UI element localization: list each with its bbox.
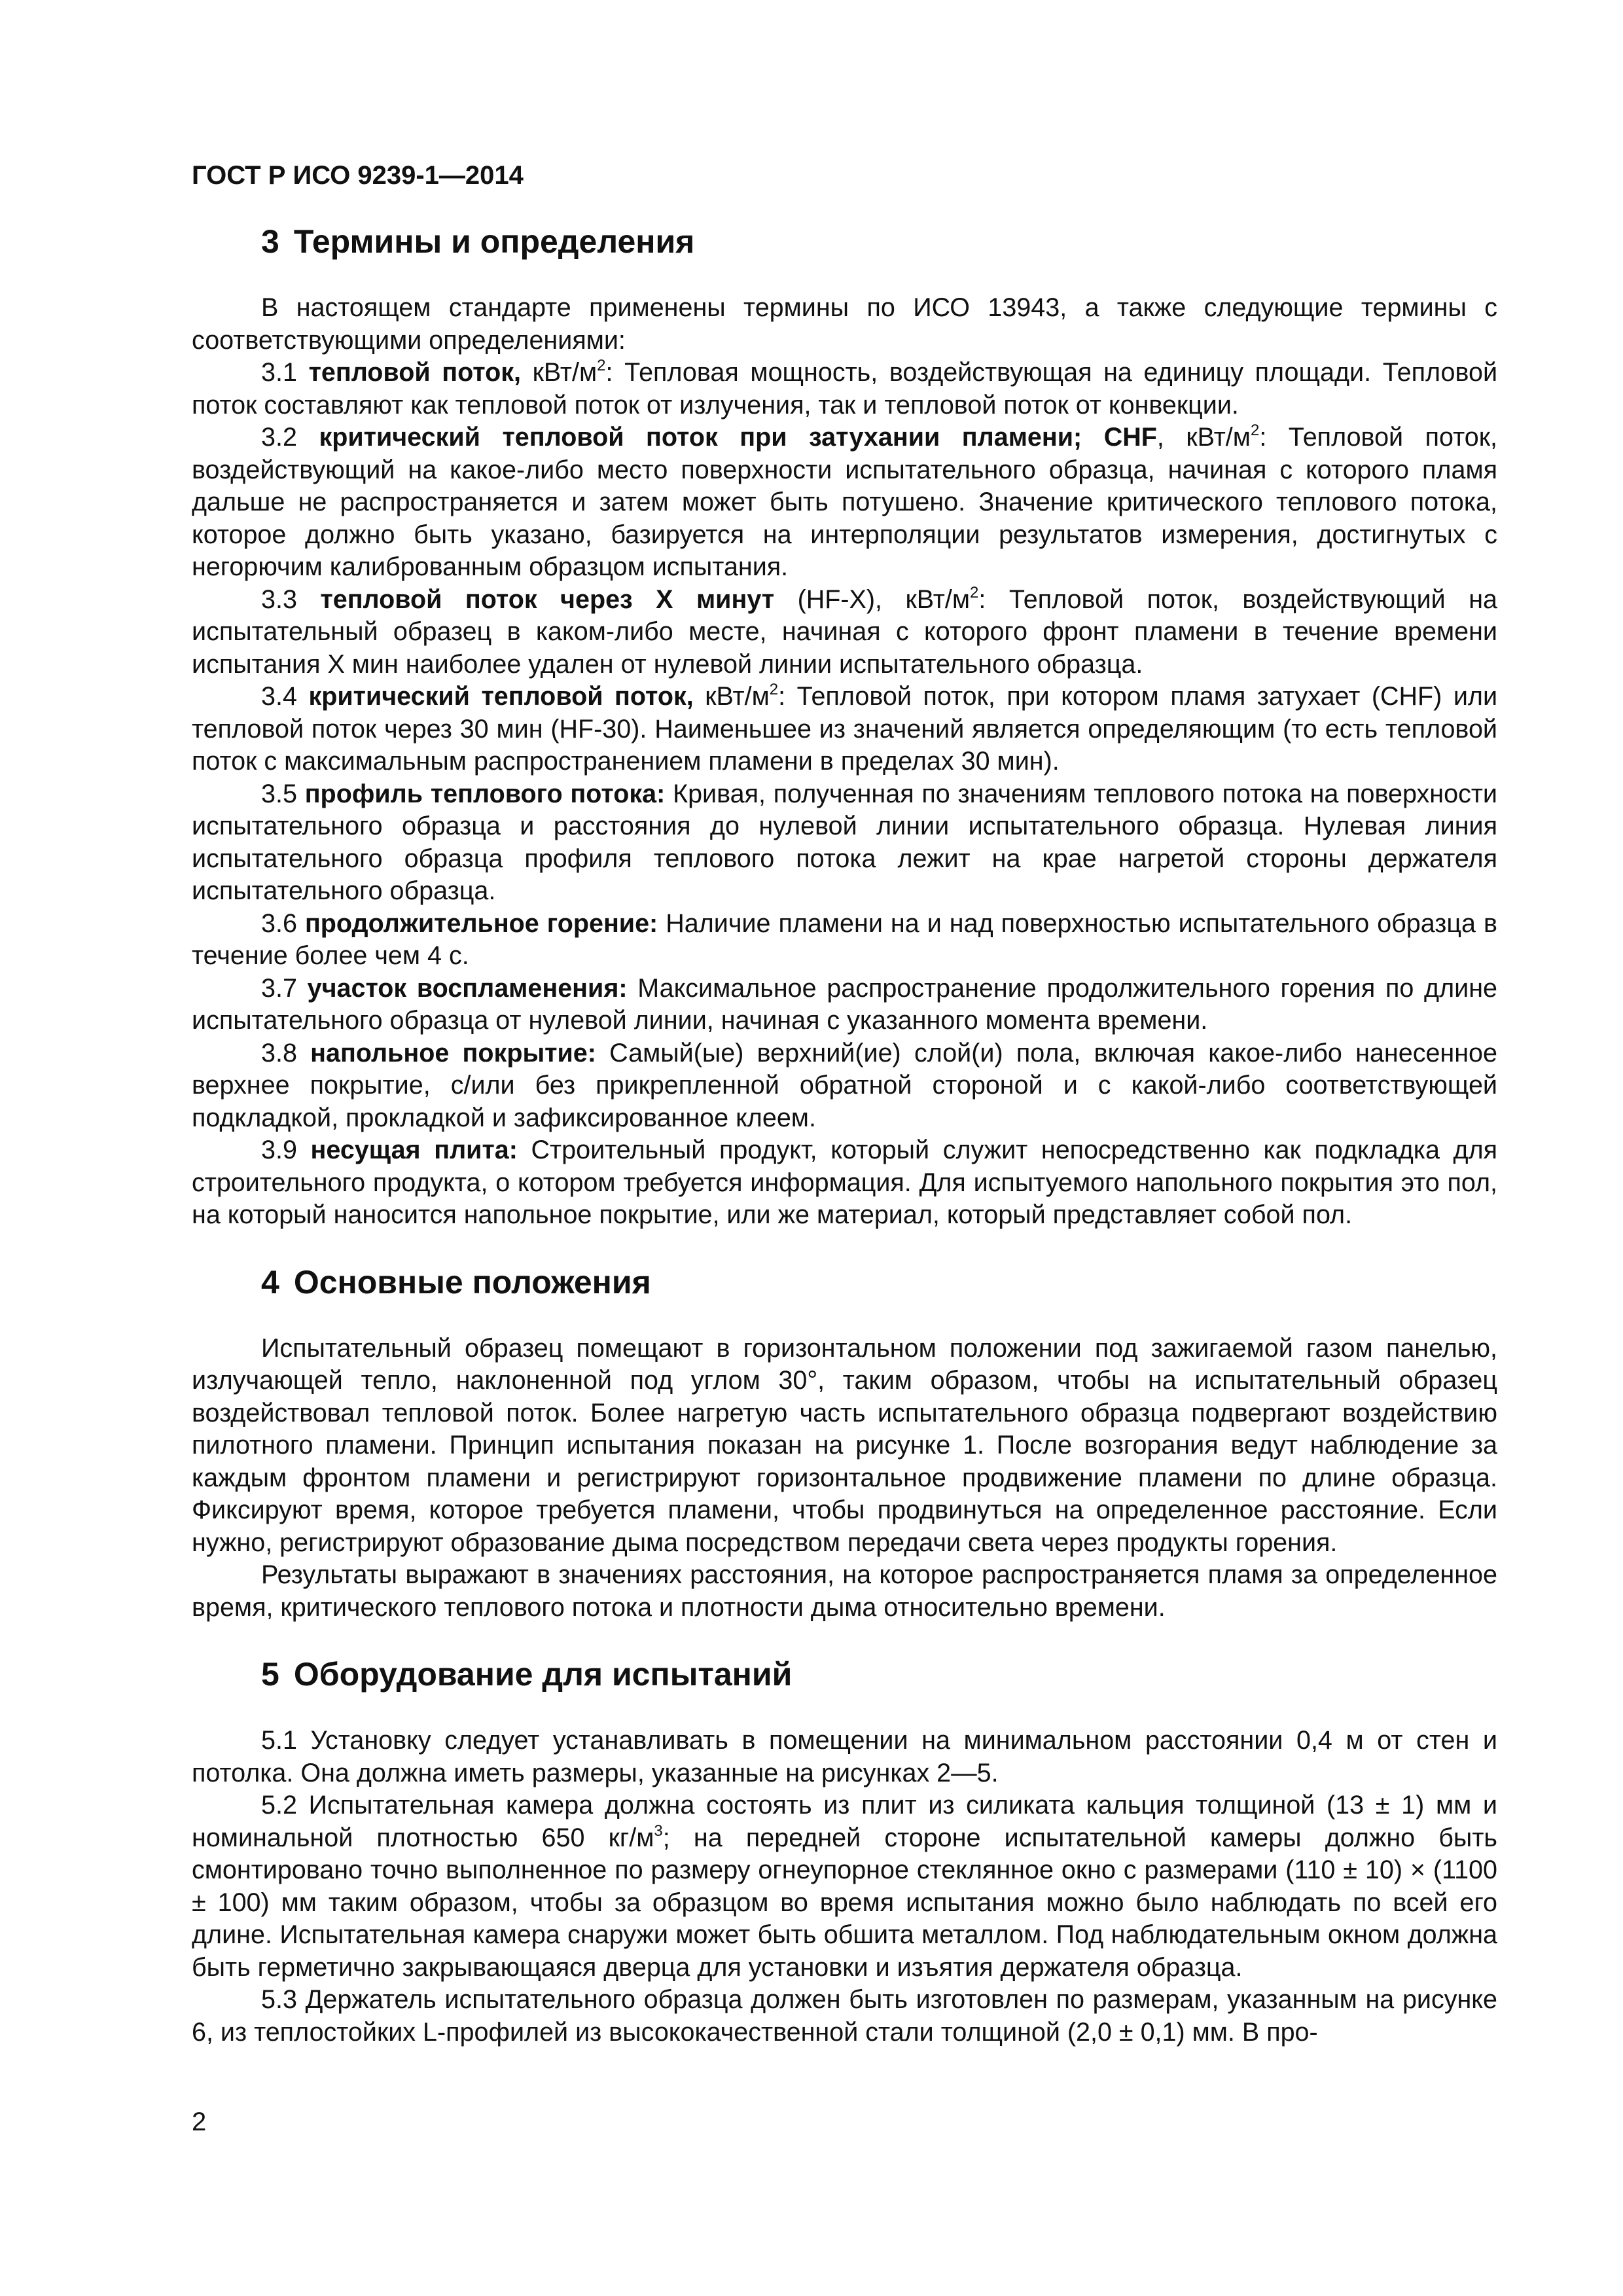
- paragraph: [192, 1559, 1497, 1624]
- text-run: 3.8: [261, 1038, 311, 1067]
- paragraph: [192, 422, 1497, 584]
- term: несущая плита:: [310, 1136, 518, 1164]
- text-run: 3.3: [261, 584, 321, 614]
- paragraph: [192, 973, 1497, 1037]
- paragraph: [192, 292, 1497, 357]
- text-run: : Тепловой поток, воздействующий на испытательный образец в каком-либо месте, начиная с которого фронт пламени в течение времени испытания X мин наиболее удален от нулевой линии испытательного образца.: [192, 584, 1497, 679]
- document-body: [192, 223, 1497, 2049]
- section-title: Оборудование для испытаний: [293, 1656, 793, 1693]
- text-run: 3.9: [261, 1136, 311, 1164]
- text-run: , кВт/м: [1156, 423, 1251, 452]
- text-run: кВт/м: [520, 358, 597, 387]
- paragraph: [192, 1789, 1497, 1984]
- section-heading: [261, 1263, 1497, 1301]
- term: участок воспламенения:: [307, 973, 628, 1003]
- text-run: : Тепловой поток, воздействующий на какое-либо место поверхности испытательного образца, начиная с которого пламя дальше не распространяется и затем может быть потушено. Значение критического теплового потока, которое должно быть указано, базируется на интерполяции результатов измерения, достигнутых с негорючим калиброванным образцом испытания.: [192, 423, 1497, 581]
- section-heading: [261, 223, 1497, 260]
- paragraph: [192, 778, 1497, 908]
- text-run: : Тепловая мощность, воздействующая на единицу площади. Тепловой поток составляют как тепловой поток от излучения, так и тепловой поток от конвекции.: [192, 358, 1498, 420]
- text-run: : Тепловой поток, при котором пламя затухает (CHF) или тепловой поток через 30 мин (HF-30). Наименьшее из значений является определяющим (то есть тепловой поток с максимальным распространением пламени в пределах 30 мин).: [192, 682, 1498, 776]
- term: критический тепловой поток,: [308, 682, 694, 711]
- page-number: 2: [192, 2108, 207, 2136]
- document-header: ГОСТ Р ИСО 9239-1—2014: [192, 161, 524, 190]
- term: критический тепловой поток при затухании пламени; CHF: [319, 423, 1157, 452]
- paragraph: [192, 1037, 1497, 1135]
- superscript: 2: [1250, 422, 1260, 439]
- paragraph: [192, 1333, 1497, 1560]
- text-run: кВт/м: [693, 682, 770, 711]
- text-run: 3.4: [261, 682, 309, 711]
- paragraph: [192, 584, 1497, 681]
- section-number: 4: [261, 1263, 279, 1300]
- text-run: Строительный продукт, который служит непосредственно как подкладка для строительного продукта, о котором требуется информация. Для испытуемого напольного покрытия это пол, на который наносится напольное покрытие, или же материал, который представляет собой пол.: [192, 1136, 1498, 1229]
- section-heading: [261, 1655, 1497, 1693]
- text-run: (HF-X), кВт/м: [774, 584, 971, 614]
- section-4: [192, 1263, 1497, 1624]
- text-run: 3.1: [261, 358, 309, 387]
- paragraph: [192, 357, 1497, 422]
- paragraph: [192, 908, 1497, 973]
- text-run: В настоящем стандарте применены термины по ИСО 13943, а также следующие термины с соответствующими определениями:: [192, 293, 1497, 355]
- term: тепловой поток,: [308, 358, 521, 387]
- text-run: 3.2: [261, 423, 319, 452]
- term: тепловой поток через X минут: [320, 584, 775, 614]
- superscript: 3: [654, 1821, 663, 1840]
- section-title: Основные положения: [293, 1263, 651, 1300]
- text-run: 5.3 Держатель испытательного образца должен быть изготовлен по размерам, указанным на рисунке 6, из теплостойких L-профилей из высококачественной стали толщиной (2,0 ± 0,1) мм. В про-: [192, 1985, 1497, 2047]
- term: продолжительное горение:: [304, 908, 658, 938]
- section-5: [192, 1655, 1497, 2049]
- text-run: 5.2 Испытательная камера должна состоять из плит из силиката кальция толщиной (13 ± 1) мм и номинальной плотностью 650 кг/м: [192, 1791, 1497, 1852]
- text-run: Результаты выражают в значениях расстояния, на которое распространяется пламя за определенное время, критического теплового потока и плотности дыма относительно времени.: [192, 1560, 1497, 1622]
- section-number: 5: [261, 1656, 279, 1693]
- text-run: Испытательный образец помещают в горизонтальном положении под зажигаемой газом панелью, излучающей тепло, наклоненной под углом 30°, таким образом, чтобы на испытательный образец воздействовал тепловой поток. Более нагретую часть испытательного образца подвергают воздействию пилотного пламени. Принцип испытания показан на рисунке 1. После возгорания ведут наблюдение за каждым фронтом пламени и регистрируют горизонтальное продвижение пламени по длине образца. Фиксируют время, которое требуется пламени, чтобы продвинуться на определенное расстояние. Если нужно, регистрируют образование дыма посредством передачи света через продукты горения.: [192, 1333, 1497, 1557]
- text-run: Кривая, полученная по значениям теплового потока на поверхности испытательного образца и расстояния до нулевой линии испытательного образца. Нулевая линия испытательного образца профиля теплового потока лежит на крае нагретой стороны держателя испытательного образца.: [192, 779, 1497, 905]
- paragraph: [192, 1134, 1497, 1232]
- superscript: 2: [769, 681, 779, 698]
- text-run: 3.5: [261, 779, 305, 808]
- term: профиль теплового потока:: [304, 779, 666, 808]
- text-run: 5.1 Установку следует устанавливать в помещении на минимальном расстоянии 0,4 м от стен и потолка. Она должна иметь размеры, указанные на рисунках 2—5.: [192, 1726, 1497, 1787]
- section-number: 3: [261, 223, 279, 260]
- text-run: Наличие пламени на и над поверхностью испытательного образца в течение более чем 4 с.: [192, 908, 1498, 970]
- section-3: [192, 223, 1497, 1232]
- paragraph: [192, 1984, 1497, 2049]
- paragraph: [192, 1725, 1497, 1789]
- section-title: Термины и определения: [293, 223, 695, 260]
- text-run: ; на передней стороне испытательной камеры должно быть смонтировано точно выполненное по размеру огнеупорное стеклянное окно с размерами (110 ± 10) × (1100 ± 100) мм таким образом, чтобы за образцом во время испытания можно было наблюдать по всей его длине. Испытательная камера снаружи может быть обшита металлом. Под наблюдательным окном должна быть герметично закрывающаяся дверца для установки и изъятия держателя образца.: [192, 1823, 1497, 1982]
- superscript: 2: [597, 357, 606, 374]
- superscript: 2: [970, 583, 979, 601]
- term: напольное покрытие:: [310, 1038, 596, 1067]
- text-run: Максимальное распространение продолжительного горения по длине испытательного образца от нулевой линии, начиная с указанного момента времени.: [192, 973, 1497, 1035]
- text-run: Самый(ые) верхний(ие) слой(и) пола, включая какое-либо нанесенное верхнее покрытие, с/или без прикрепленной обратной стороной и с какой-либо соответствующей подкладкой, прокладкой и зафиксированное клеем.: [192, 1038, 1497, 1132]
- paragraph: [192, 681, 1497, 778]
- text-run: 3.6: [261, 908, 305, 938]
- text-run: 3.7: [261, 973, 308, 1003]
